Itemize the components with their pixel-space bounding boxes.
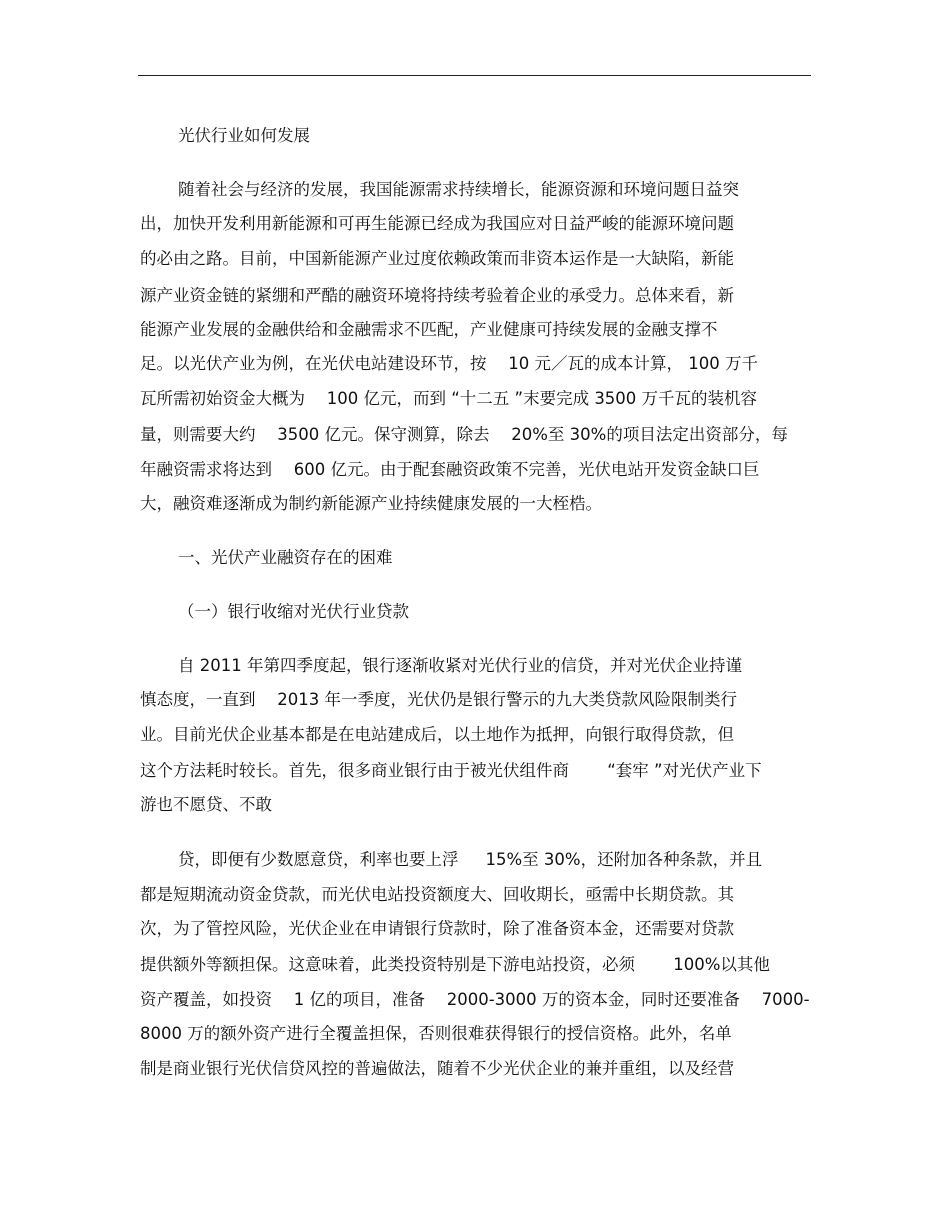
paragraph-line: 次，为了管控风险，光伏企业在申请银行贷款时，除了准备资本金，还需要对贷款 (140, 919, 734, 938)
paragraph-line: 年融资需求将达到 600 亿元。由于配套融资政策不完善，光伏电站开发资金缺口巨 (140, 460, 760, 479)
paragraph-line: 提供额外等额担保。这意味着，此类投资特别是下游电站投资，必须 100%以其他 (140, 955, 770, 974)
paragraph-line: 瓦所需初始资金大概为 100 亿元，而到 “十二五 ”末要完成 3500 万千瓦的装机容 (140, 389, 758, 408)
paragraph-line: 都是短期流动资金贷款，而光伏电站投资额度大、回收期长，亟需中长期贷款。其 (140, 885, 734, 904)
paragraph-line: 制是商业银行光伏信贷风控的普遍做法，随着不少光伏企业的兼并重组，以及经营 (140, 1059, 734, 1078)
header-rule (138, 75, 811, 76)
paragraph-line: 8000 万的额外资产进行全覆盖担保，否则很难获得银行的授信资格。此外，名单 (140, 1024, 732, 1043)
paragraph-line: 量，则需要大约 3500 亿元。保守测算，除去 20%至 30%的项目法定出资部分，每 (140, 425, 788, 444)
paragraph-line: 足。以光伏产业为例，在光伏电站建设环节，按 10 元／瓦的成本计算， 100 万千 (140, 354, 758, 373)
paragraph-line: 自 2011 年第四季度起，银行逐渐收紧对光伏行业的信贷，并对光伏企业持谨 (178, 656, 742, 675)
document-title: 光伏行业如何发展 (178, 126, 310, 145)
paragraph-line: 能源产业发展的金融供给和金融需求不匹配，产业健康可持续发展的金融支撑不 (140, 320, 718, 339)
paragraph-line: 出，加快开发利用新能源和可再生能源已经成为我国应对日益严峻的能源环境问题 (140, 214, 734, 233)
section-heading: 一、光伏产业融资存在的困难 (178, 548, 393, 567)
paragraph-line: 游也不愿贷、不敢 (140, 795, 272, 814)
paragraph-line: 随着社会与经济的发展，我国能源需求持续增长，能源资源和环境问题日益突 (178, 180, 739, 199)
paragraph-line: 的必由之路。目前，中国新能源产业过度依赖政策而非资本运作是一大缺陷，新能 (140, 249, 734, 268)
paragraph-line: 慎态度，一直到 2013 年一季度，光伏仍是银行警示的九大类贷款风险限制类行 (140, 690, 737, 709)
paragraph-line: 源产业资金链的紧绷和严酷的融资环境将持续考验着企业的承受力。总体来看，新 (140, 286, 734, 305)
paragraph-line: 大，融资难逐渐成为制约新能源产业持续健康发展的一大桎梏。 (140, 494, 602, 513)
paragraph-line: 贷，即便有少数愿意贷，利率也要上浮 15%至 30%，还附加各种条款，并且 (178, 850, 763, 869)
paragraph-line: 这个方法耗时较长。首先，很多商业银行由于被光伏组件商 “套牢 ”对光伏产业下 (140, 761, 762, 780)
subsection-heading: （一）银行收缩对光伏行业贷款 (178, 602, 409, 621)
paragraph-line: 业。目前光伏企业基本都是在电站建成后，以土地作为抵押，向银行取得贷款，但 (140, 725, 734, 744)
paragraph-line: 资产覆盖，如投资 1 亿的项目，准备 2000-3000 万的资本金，同时还要准备 7000- (140, 990, 810, 1009)
